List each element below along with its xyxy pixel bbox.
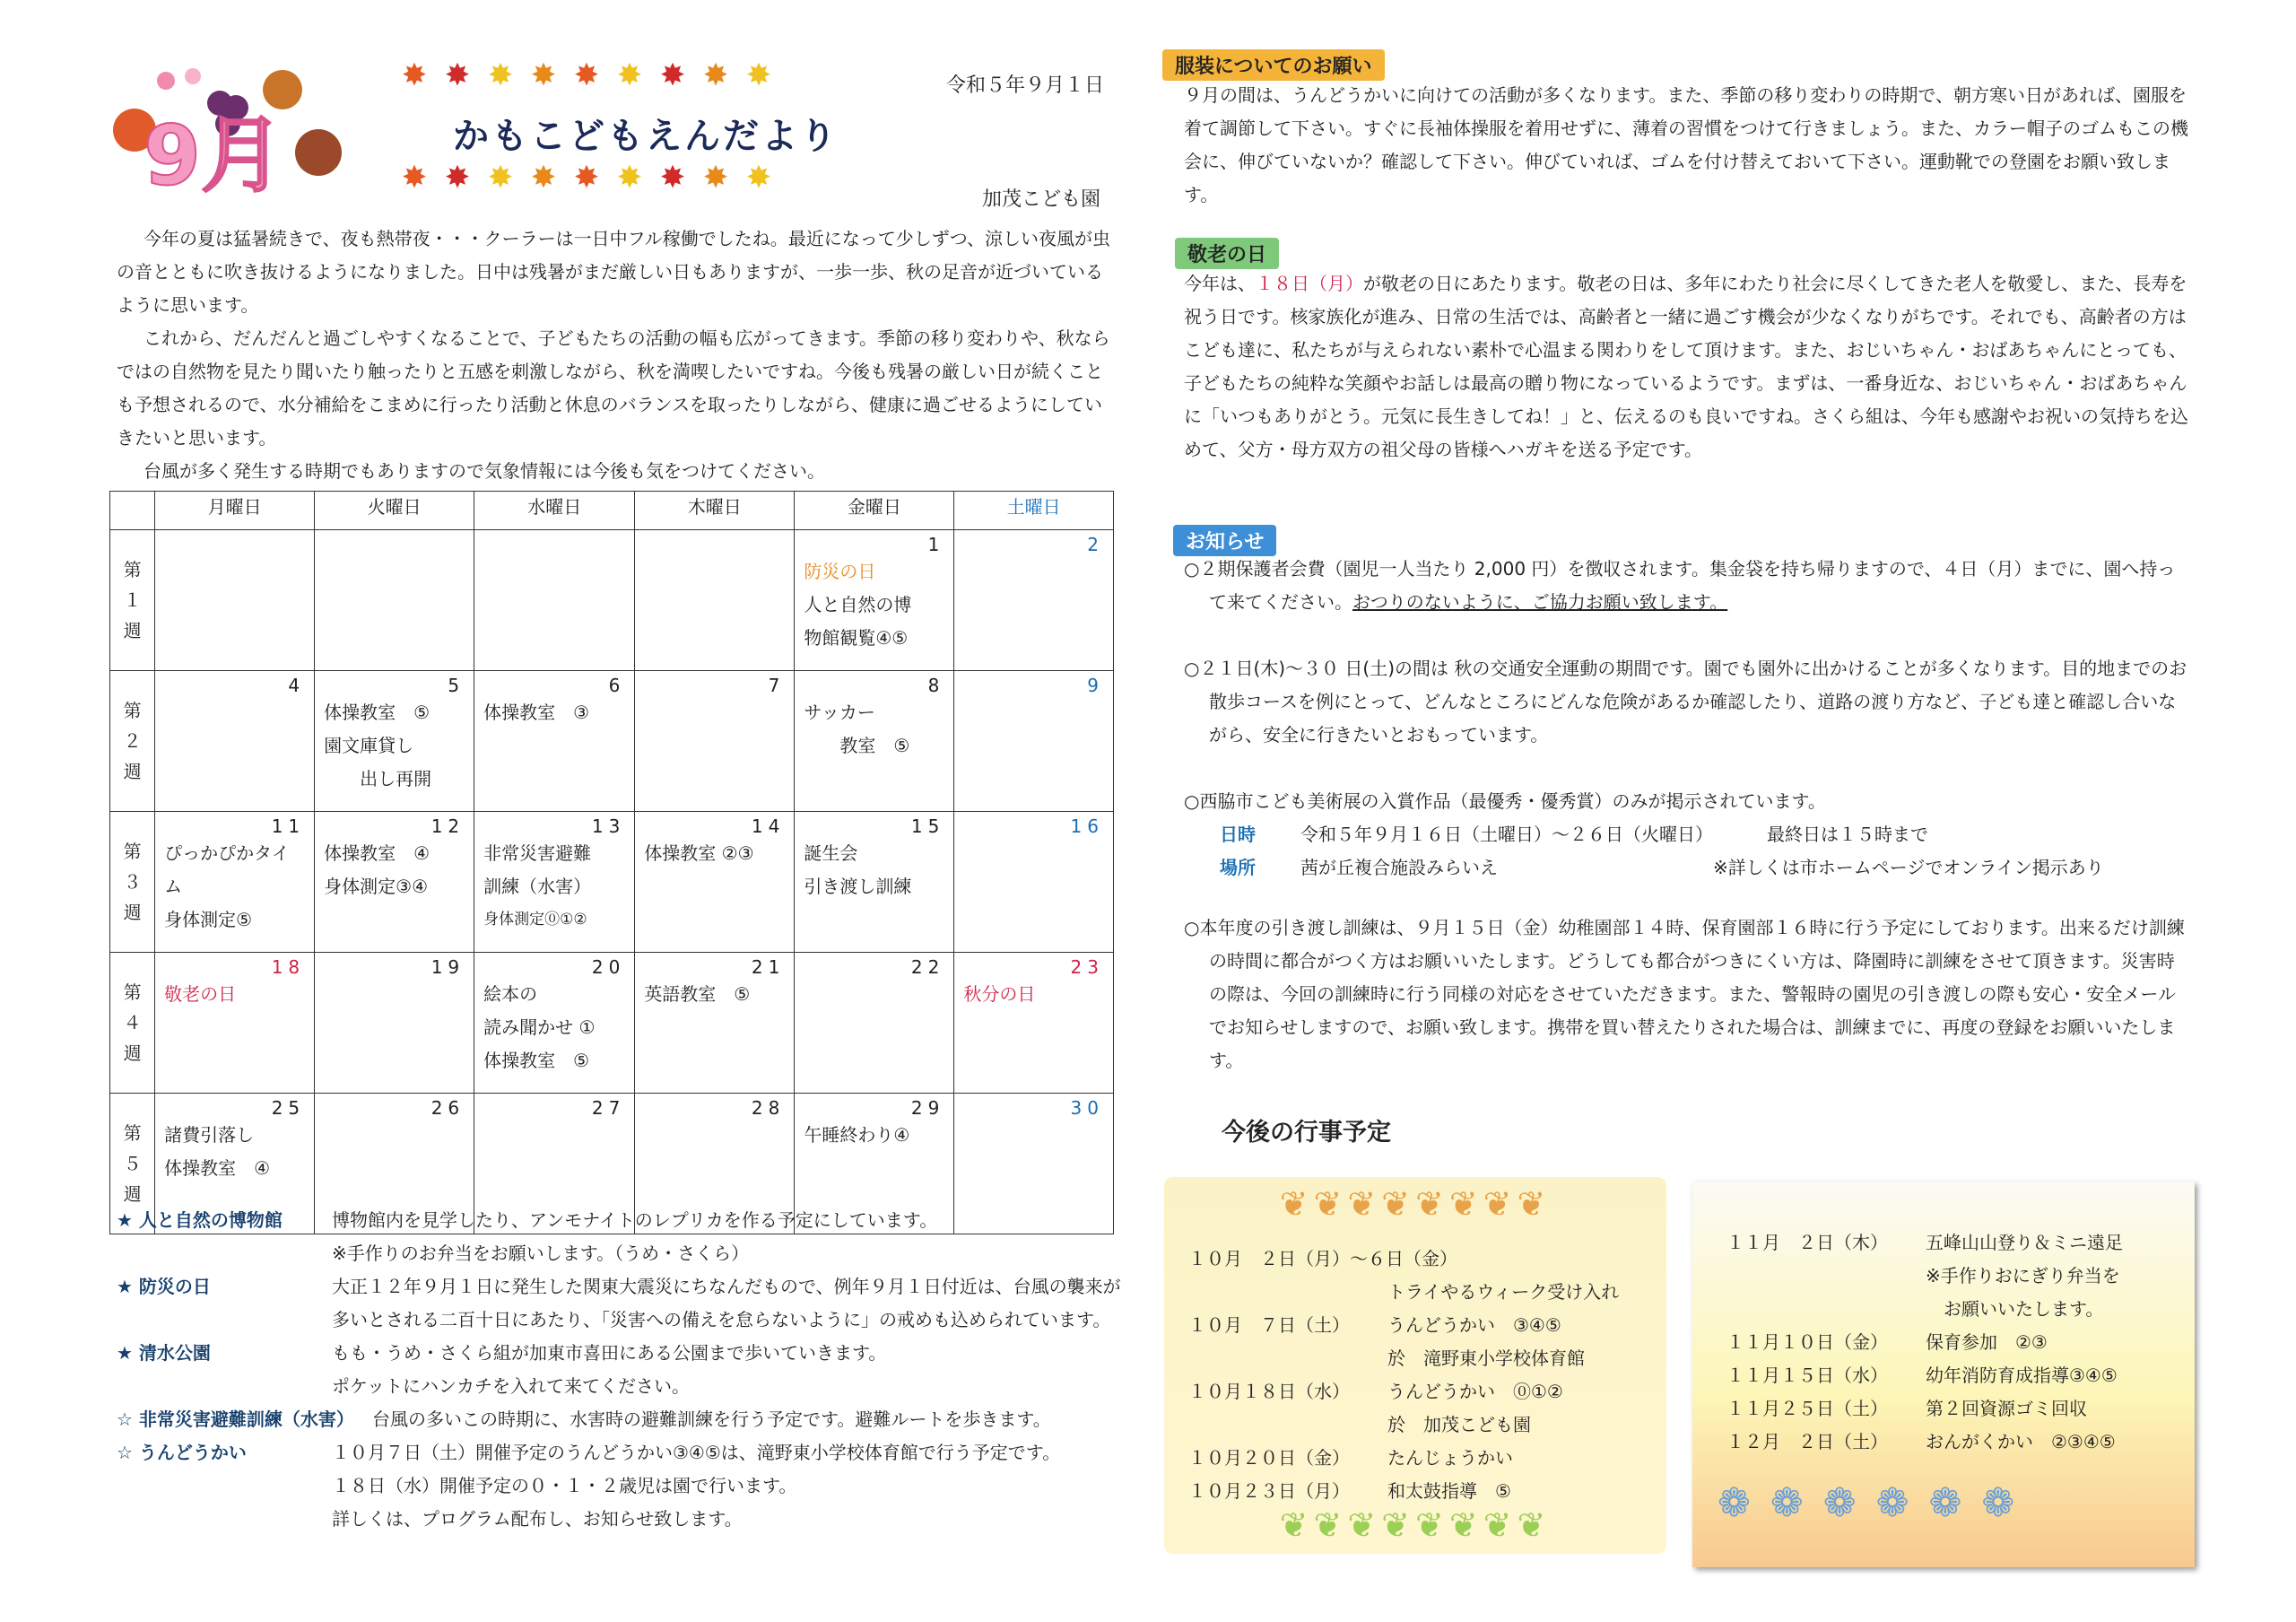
day-event: ぴっかぴかタイム 身体測定⑤ <box>164 842 290 930</box>
day-event-extra: 身体測定⓪①② <box>483 911 587 929</box>
schedule-date: １０月２０日（金） <box>1188 1447 1350 1469</box>
schedule-row <box>1188 1276 1619 1309</box>
issue-date: 令和５年９月１日 <box>946 74 1105 97</box>
day-number: 18 <box>271 956 306 978</box>
calendar-week-row <box>110 530 1114 671</box>
schedule-event: 第２回資源ゴミ回収 <box>1926 1398 2087 1419</box>
section-head-clothing: 服装についてのお願い <box>1162 49 1385 81</box>
schedule-row <box>1726 1326 2123 1359</box>
week-label: 第 ３ 週 <box>110 812 155 953</box>
schedule-event: 和太鼓指導 ⑤ <box>1387 1480 1511 1502</box>
art-place-row <box>1184 851 2188 885</box>
day-event: 体操教室 ④ 身体測定③④ <box>324 842 430 897</box>
keiro-date: １８日（月） <box>1256 273 1363 294</box>
header-thursday: 木曜日 <box>635 492 795 530</box>
calendar-week-row <box>110 812 1114 953</box>
schedule-row <box>1726 1293 2123 1326</box>
calendar-day-tuesday <box>315 671 474 812</box>
note-museum <box>117 1204 1121 1270</box>
calendar-week-row <box>110 671 1114 812</box>
week-label: 第 ４ 週 <box>110 953 155 1094</box>
schedule-event: 五峰山山登り＆ミニ遠足 <box>1926 1232 2123 1253</box>
schedule-event: 保育参加 ②③ <box>1926 1331 2048 1353</box>
schedule-row <box>1188 1408 1619 1442</box>
monthly-calendar <box>109 491 1114 1234</box>
schedule-date: １２月 ２日（土） <box>1726 1431 1888 1452</box>
calendar-day-thursday <box>635 812 795 953</box>
day-number: 1 <box>927 534 945 555</box>
header-friday: 金曜日 <box>795 492 954 530</box>
schedule-event: うんどうかい ③④⑤ <box>1387 1314 1561 1336</box>
schedule-list-october <box>1188 1243 1619 1508</box>
day-number: 15 <box>910 815 945 837</box>
calendar-day-thursday <box>635 953 795 1094</box>
intro-paragraph-3: 台風が多く発生する時期でもありますので気象情報には今後も気をつけてください。 <box>144 460 825 482</box>
day-number: 2 <box>1087 534 1104 555</box>
calendar-day-saturday <box>954 812 1114 953</box>
art-place: 茜が丘複合施設みらいえ <box>1300 857 1498 878</box>
day-event: 体操教室 ③ <box>483 702 590 723</box>
notice-item-traffic: ○２１日(木)～３０ 日(土)の間は 秋の交通安全運動の期間です。園でも園外に出かけることが多くなります。目的地までのお散歩コースを例にとって、どんなところにどんな危険があるか確認したり、道路の渡り方など、子ども達と確認し合いながら、安全に行きたいとおもっています。 <box>1184 658 2187 746</box>
calendar-day-monday <box>155 671 315 812</box>
schedule-event: 於 加茂こども園 <box>1387 1414 1531 1435</box>
day-number: 13 <box>591 815 626 837</box>
day-number: 12 <box>430 815 465 837</box>
clothing-body: ９月の間は、うんどうかいに向けての活動が多くなります。また、季節の移り変わりの時期で、朝方寒い日があれば、園服を着て調節して下さい。すぐに長袖体操服を着用せずに、薄着の習慣をつけて行きましょう。また、カラー帽子のゴムもこの機会に、伸びていないか？確認して下さい。伸びていれば、ゴムを付け替えておいて下さい。運動靴での登園をお願い致します。 <box>1184 84 2188 205</box>
school-name: 加茂こども園 <box>982 188 1101 211</box>
schedule-row <box>1188 1442 1619 1475</box>
calendar-day-tuesday <box>315 953 474 1094</box>
day-event: 体操教室 ②③ <box>644 842 754 864</box>
note-park <box>117 1337 1121 1403</box>
schedule-row <box>1188 1375 1619 1408</box>
schedule-row <box>1726 1359 2123 1392</box>
calendar-day-wednesday <box>474 812 635 953</box>
note-disaster-day-body: 大正１２年９月１日に発生した関東大震災にちなんだもので、例年９月１日付近は、台風の襲来が多いとされる二百十日にあたり、「災害への備えを怠らないように」の戒めも込められています。 <box>332 1276 1121 1330</box>
notice-item-handover: ○本年度の引き渡し訓練は、９月１５日（金）幼稚園部１４時、保育園部１６時に行う予定にしております。出来るだけ訓練の時間に都合がつく方はお願いいたします。どうしても都合がつきにくい方は、降園時に訓練をさせて頂きます。災害時の際は、今回の訓練時に行う同様の対応をさせていただきます。また、警報時の園児の引き渡しの際も安心・安全メールでお知らせしますので、お願い致します。携帯を買い替えたりされた場合は、訓練までに、再度の登録をお願いいたします。 <box>1184 917 2185 1071</box>
schedule-row <box>1188 1342 1619 1375</box>
intro-text <box>117 222 1112 488</box>
day-number: 4 <box>288 675 306 696</box>
week-label: 第 ５ 週 <box>110 1094 155 1234</box>
schedule-event: トライやるウィーク受け入れ <box>1387 1281 1620 1303</box>
calendar-day-tuesday <box>315 530 474 671</box>
schedule-event: お願いいたします。 <box>1926 1298 2104 1320</box>
note-museum-body: 博物館内を見学したり、アンモナイトのレプリカを作る予定にしています。 ※手作りのお弁当をお願いします。（うめ・さくら） <box>332 1209 938 1264</box>
note-sports-day-body: １０月７日（土）開催予定のうんどうかい③④⑤は、滝野東小学校体育館で行う予定です。 １８日（水）開催予定の０・１・２歳児は園で行います。 詳しくは、プログラム配布し、お知らせ致します。 <box>332 1442 1061 1530</box>
day-number: 29 <box>910 1097 945 1119</box>
newsletter-title: かもこどもえんだより <box>453 116 839 157</box>
art-date: 令和５年９月１６日（土曜日）～２６日（火曜日） <box>1300 824 1713 845</box>
schedule-date: １１月１５日（水） <box>1726 1365 1888 1386</box>
schedule-row <box>1188 1243 1619 1276</box>
month-logo <box>103 54 345 206</box>
day-number: 23 <box>1070 956 1104 978</box>
month-logo-text: 9月 <box>144 108 284 204</box>
calendar-day-friday <box>795 671 954 812</box>
schedule-date: １１月１０日（金） <box>1726 1331 1888 1353</box>
day-number: 30 <box>1070 1097 1104 1119</box>
schedule-date: １１月 ２日（木） <box>1726 1232 1888 1253</box>
schedule-date: １０月 ７日（土） <box>1188 1314 1350 1336</box>
calendar-day-wednesday <box>474 671 635 812</box>
clothing-text <box>1184 79 2188 212</box>
calendar-week-row <box>110 953 1114 1094</box>
note-drill-title: ☆ 非常災害避難訓練（水害） <box>117 1408 354 1430</box>
day-number: 5 <box>448 675 465 696</box>
week-label: 第 １ 週 <box>110 530 155 671</box>
day-event: 防災の日 <box>804 561 876 582</box>
calendar-day-saturday <box>954 671 1114 812</box>
note-disaster-day-title: ★ 防災の日 <box>117 1276 211 1297</box>
calendar-day-friday <box>795 953 954 1094</box>
calendar-day-thursday <box>635 530 795 671</box>
calendar-day-tuesday <box>315 812 474 953</box>
schedule-date: １０月 ２日（月）～６日（金） <box>1188 1248 1457 1269</box>
day-event: 午睡終わり④ <box>804 1124 910 1146</box>
day-event: 体操教室 ⑤ 園文庫貸し 出し再開 <box>324 702 432 789</box>
schedule-date <box>1726 1293 1926 1326</box>
art-last-day: 最終日は１５時まで <box>1767 824 1928 845</box>
calendar-day-friday <box>795 530 954 671</box>
art-date-row <box>1184 818 2188 851</box>
calendar-day-monday <box>155 953 315 1094</box>
keiro-pre: 今年は、 <box>1184 273 1256 294</box>
day-number: 7 <box>768 675 786 696</box>
schedule-row <box>1188 1309 1619 1342</box>
schedule-event: うんどうかい ⓪①② <box>1387 1381 1563 1402</box>
day-number: 27 <box>591 1097 626 1119</box>
schedule-row <box>1726 1226 2123 1260</box>
schedule-date <box>1188 1342 1387 1375</box>
schedule-row <box>1726 1426 2123 1459</box>
schedule-date: １０月２３日（月） <box>1188 1480 1350 1502</box>
day-event: 諸費引落し 体操教室 ④ <box>164 1124 271 1179</box>
day-number: 9 <box>1087 675 1104 696</box>
header-tuesday: 火曜日 <box>315 492 474 530</box>
leaf-border-top: ✸ ✸ ✸ ✸ ✸ ✸ ✸ ✸ ✸ <box>401 57 772 93</box>
calendar-day-wednesday <box>474 530 635 671</box>
leaf-border-bottom: ✸ ✸ ✸ ✸ ✸ ✸ ✸ ✸ ✸ <box>401 160 772 196</box>
notice-item-art: ○西脇市こども美術展の入賞作品（最優秀・優秀賞）のみが掲示されています。 <box>1184 790 1826 812</box>
note-park-body: もも・うめ・さくら組が加東市喜田にある公園まで歩いていきます。 ポケットにハンカチを入れて来てください。 <box>332 1342 887 1397</box>
day-number: 21 <box>751 956 786 978</box>
day-event: サッカー 教室 ⑤ <box>804 702 910 756</box>
note-drill-body: 台風の多いこの時期に、水害時の避難訓練を行う予定です。避難ルートを歩きます。 <box>372 1408 1051 1430</box>
art-place-label: 場所 <box>1220 857 1256 878</box>
day-event: 絵本の 読み聞かせ ① 体操教室 ⑤ <box>483 983 596 1071</box>
calendar-day-saturday <box>954 530 1114 671</box>
day-number: 20 <box>591 956 626 978</box>
calendar-corner <box>110 492 155 530</box>
calendar-day-saturday <box>954 953 1114 1094</box>
day-number: 6 <box>608 675 626 696</box>
notice-fee-change: おつりのないように、ご協力お願い致します。 <box>1352 591 1728 613</box>
notice-text <box>1184 553 2188 1077</box>
day-number: 16 <box>1070 815 1104 837</box>
day-number: 14 <box>751 815 786 837</box>
day-number: 11 <box>271 815 306 837</box>
calendar-header-row <box>110 492 1114 530</box>
notice-item-fee <box>1184 553 2188 619</box>
note-sports-day-title: ☆ うんどうかい <box>117 1442 247 1463</box>
schedule-date: １１月２５日（土） <box>1726 1398 1888 1419</box>
day-number: 28 <box>751 1097 786 1119</box>
schedule-row <box>1726 1260 2123 1293</box>
header-wednesday: 水曜日 <box>474 492 635 530</box>
schedule-event: おんがくかい ②③④⑤ <box>1926 1431 2116 1452</box>
section-head-keiro: 敬老の日 <box>1175 238 1279 269</box>
day-number: 8 <box>927 675 945 696</box>
schedule-date <box>1188 1276 1387 1309</box>
schedule-date <box>1726 1260 1926 1293</box>
day-event: 誕生会 引き渡し訓練 <box>804 842 912 897</box>
schedule-list-november <box>1726 1226 2123 1459</box>
section-head-notice: お知らせ <box>1173 525 1276 556</box>
week-label: 第 ２ 週 <box>110 671 155 812</box>
day-number: 25 <box>271 1097 306 1119</box>
calendar-day-monday <box>155 530 315 671</box>
header-saturday: 土曜日 <box>954 492 1114 530</box>
leaf-decoration-bottom: ❦❦❦❦❦❦❦❦ <box>1279 1505 1552 1545</box>
keiro-body: が敬老の日にあたります。敬老の日は、多年にわたり社会に尽くしてきた老人を敬愛し、また、長寿を祝う日です。核家族化が進み、日常の生活では、高齢者と一緒に過ごす機会が少なくなりがちです。それでも、高齢者の方はこども達に、私たちが与えられない素朴で心温まる関わりをして頂けます。また、おじいちゃん・おばあちゃんにとっても、子どもたちの純粋な笑顔やお話しは最高の贈り物になっているようです。まずは、一番身近な、おじいちゃん・おばあちゃんに「いつもありがとう。元気に長生きしてね！」と、伝えるのも良いですね。さくら組は、今年も感謝やお祝いの気持ちを込めて、父方・母方双方の祖父母の皆様へハガキを送る予定です。 <box>1184 273 2188 460</box>
notice-fee-text: ○２期保護者会費（園児一人当たり 2,000 円）を徴収されます。集金袋を持ち帰りますので、４日（月）までに、園へ持って来てください。 <box>1184 558 2176 613</box>
schedule-date <box>1188 1408 1387 1442</box>
schedule-date: １０月１８日（水） <box>1188 1381 1350 1402</box>
schedule-row <box>1726 1392 2123 1426</box>
schedule-row <box>1188 1475 1619 1508</box>
keiro-text <box>1184 267 2188 467</box>
note-sports-day <box>117 1436 1121 1536</box>
schedule-event: 於 滝野東小学校体育館 <box>1387 1347 1585 1369</box>
intro-paragraph-2: これから、だんだんと過ごしやすくなることで、子どもたちの活動の幅も広がってきます。季節の移り変わりや、秋ならではの自然物を見たり聞いたり触ったりと五感を刺激しながら、秋を満喫したいですね。今後も残暑の厳しい日が続くことも予想されるので、水分補給をこまめに行ったり活動と休息のバランスを取ったりしながら、健康に過ごせるようにしていきたいと思います。 <box>117 327 1110 449</box>
art-web-note: ※詳しくは市ホームページでオンライン掲示あり <box>1713 857 2104 878</box>
calendar-day-friday <box>795 812 954 953</box>
day-event: 英語教室 ⑤ <box>644 983 751 1005</box>
schedule-event: 幼年消防育成指導③④⑤ <box>1926 1365 2118 1386</box>
day-event: 秋分の日 <box>963 983 1036 1005</box>
calendar-day-thursday <box>635 671 795 812</box>
day-number: 26 <box>430 1097 465 1119</box>
day-event: 非常災害避難 訓練（水害） <box>483 842 592 897</box>
schedule-event: たんじょうかい <box>1387 1447 1513 1469</box>
event-notes <box>117 1204 1121 1536</box>
note-museum-title: ★ 人と自然の博物館 <box>117 1209 283 1231</box>
calendar-day-wednesday <box>474 953 635 1094</box>
day-number: 19 <box>430 956 465 978</box>
note-park-title: ★ 清水公園 <box>117 1342 211 1364</box>
note-drill <box>117 1403 1121 1436</box>
day-number: 22 <box>910 956 945 978</box>
leaf-decoration-top: ❦❦❦❦❦❦❦❦ <box>1279 1184 1552 1224</box>
day-event: 敬老の日 <box>164 983 237 1005</box>
note-disaster-day <box>117 1270 1121 1337</box>
art-date-label: 日時 <box>1220 824 1256 845</box>
day-event-extra: 人と自然の博 物館観覧④⑤ <box>804 594 912 649</box>
calendar-day-monday <box>155 812 315 953</box>
header-monday: 月曜日 <box>155 492 315 530</box>
schedule-event: ※手作りおにぎり弁当を <box>1926 1265 2120 1286</box>
schedule-title: 今後の行事予定 <box>1222 1119 1391 1147</box>
keiro-paragraph <box>1184 267 2188 467</box>
intro-paragraph-1: 今年の夏は猛暑続きで、夜も熱帯夜・・・クーラーは一日中フル稼働でしたね。最近になって少しずつ、涼しい夜風が虫の音とともに吹き抜けるようになりました。日中は残暑がまだ厳しい日もありますが、一歩一歩、秋の足音が近づいているように思います。 <box>117 228 1110 316</box>
bunny-illustrations: ❁❁❁❁❁❁ <box>1718 1480 2035 1526</box>
